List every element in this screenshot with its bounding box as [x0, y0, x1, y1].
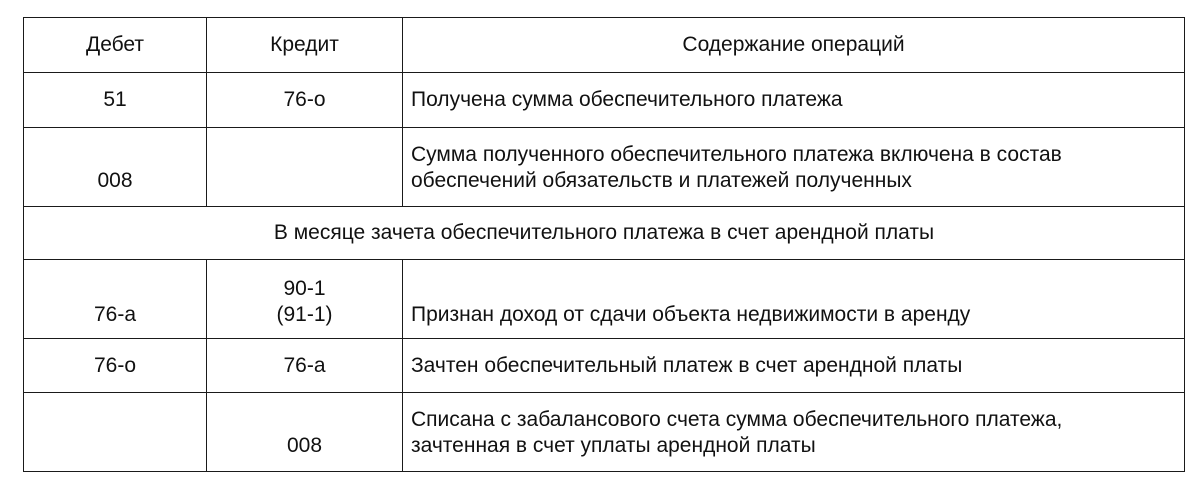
debit-cell: 76-а [24, 260, 207, 339]
section-row [24, 207, 1185, 260]
debit-cell [24, 393, 207, 472]
table-header-row [24, 18, 1185, 73]
credit-cell [207, 128, 403, 207]
description-cell [403, 393, 1185, 472]
table-row [24, 393, 1185, 472]
credit-cell [207, 260, 403, 339]
description-cell: Получена сумма обеспечительного платежа [403, 73, 1185, 128]
accounting-entries-table [23, 17, 1185, 472]
description-line: Списана с забалансового счета сумма обеспечительного платежа, [411, 408, 1063, 431]
description-line: Сумма полученного обеспечительного платежа включена в состав [411, 143, 1062, 166]
credit-line: 90-1 [283, 277, 326, 300]
debit-cell: 51 [24, 73, 207, 128]
credit-cell: 76-а [207, 339, 403, 393]
table-row [24, 339, 1185, 393]
debit-cell: 008 [24, 128, 207, 207]
table-row [24, 260, 1185, 339]
debit-cell: 76-о [24, 339, 207, 393]
section-title: В месяце зачета обеспечительного платежа в счет арендной платы [24, 207, 1185, 260]
table-row [24, 73, 1185, 128]
credit-cell: 008 [207, 393, 403, 472]
credit-cell: 76-о [207, 73, 403, 128]
description-line: зачтенная в счет уплаты арендной платы [411, 434, 816, 457]
description-cell [403, 128, 1185, 207]
credit-line: (91-1) [276, 303, 333, 326]
description-cell: Зачтен обеспечительный платеж в счет арендной платы [403, 339, 1185, 393]
header-credit: Кредит [207, 18, 403, 73]
table-row [24, 128, 1185, 207]
header-description: Содержание операций [403, 18, 1185, 73]
header-debit: Дебет [24, 18, 207, 73]
description-cell: Признан доход от сдачи объекта недвижимости в аренду [403, 260, 1185, 339]
description-line: обеспечений обязательств и платежей полученных [411, 169, 912, 192]
